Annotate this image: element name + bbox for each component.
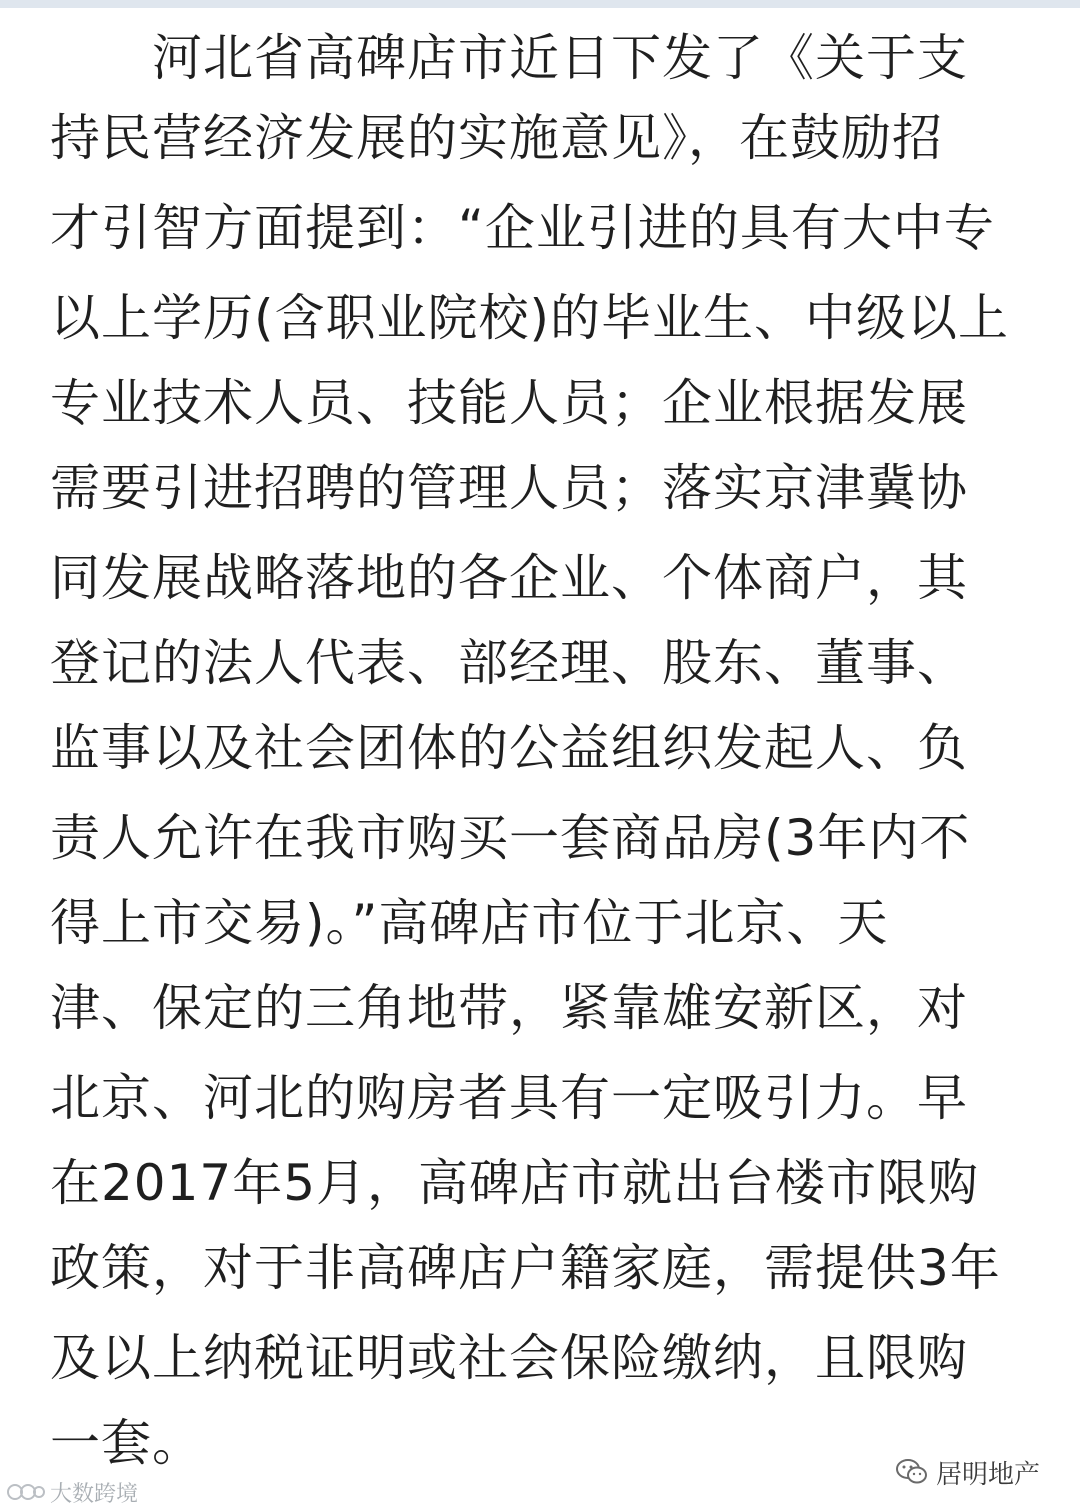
article-line: 以上学历(含职业院校)的毕业生、中级以上	[50, 289, 1010, 347]
top-divider-bar	[0, 0, 1080, 8]
logo-icon	[6, 1481, 46, 1503]
article-line: 及以上纳税证明或社会保险缴纳，且限购	[50, 1329, 968, 1387]
article-line: 津、保定的三角地带，紧靠雄安新区，对	[50, 979, 968, 1037]
wechat-icon	[896, 1458, 928, 1486]
article-line: 政策，对于非高碑店户籍家庭，需提供3年	[50, 1239, 1001, 1297]
source-watermark-label: 居明地产	[935, 1459, 1040, 1490]
article-line: 责人允许在我市购买一套商品房(3年内不	[50, 809, 971, 867]
article-line: 北京、河北的购房者具有一定吸引力。早	[50, 1069, 968, 1127]
article-line: 在2017年5月，高碑店市就出台楼市限购	[50, 1154, 980, 1212]
article-line: 需要引进招聘的管理人员；落实京津冀协	[50, 459, 968, 517]
article-line: 持民营经济发展的实施意见》，在鼓励招	[50, 109, 943, 167]
article-line: 监事以及社会团体的公益组织发起人、负	[50, 719, 968, 777]
article-line: 同发展战略落地的各企业、个体商户，其	[50, 549, 968, 607]
corner-watermark-label: 大数跨境	[50, 1481, 139, 1507]
article-line: 得上市交易)。”高碑店市位于北京、天	[50, 894, 889, 952]
corner-watermark	[6, 1476, 138, 1508]
article-line: 专业技术人员、技能人员；企业根据发展	[50, 374, 968, 432]
article-line: 才引智方面提到：“企业引进的具有大中专	[50, 199, 995, 257]
article-line: 一套。	[50, 1414, 203, 1472]
source-watermark	[896, 1452, 1040, 1492]
article-line: 河北省高碑店市近日下发了《关于支	[50, 29, 968, 87]
article-line: 登记的法人代表、部经理、股东、董事、	[50, 634, 968, 692]
